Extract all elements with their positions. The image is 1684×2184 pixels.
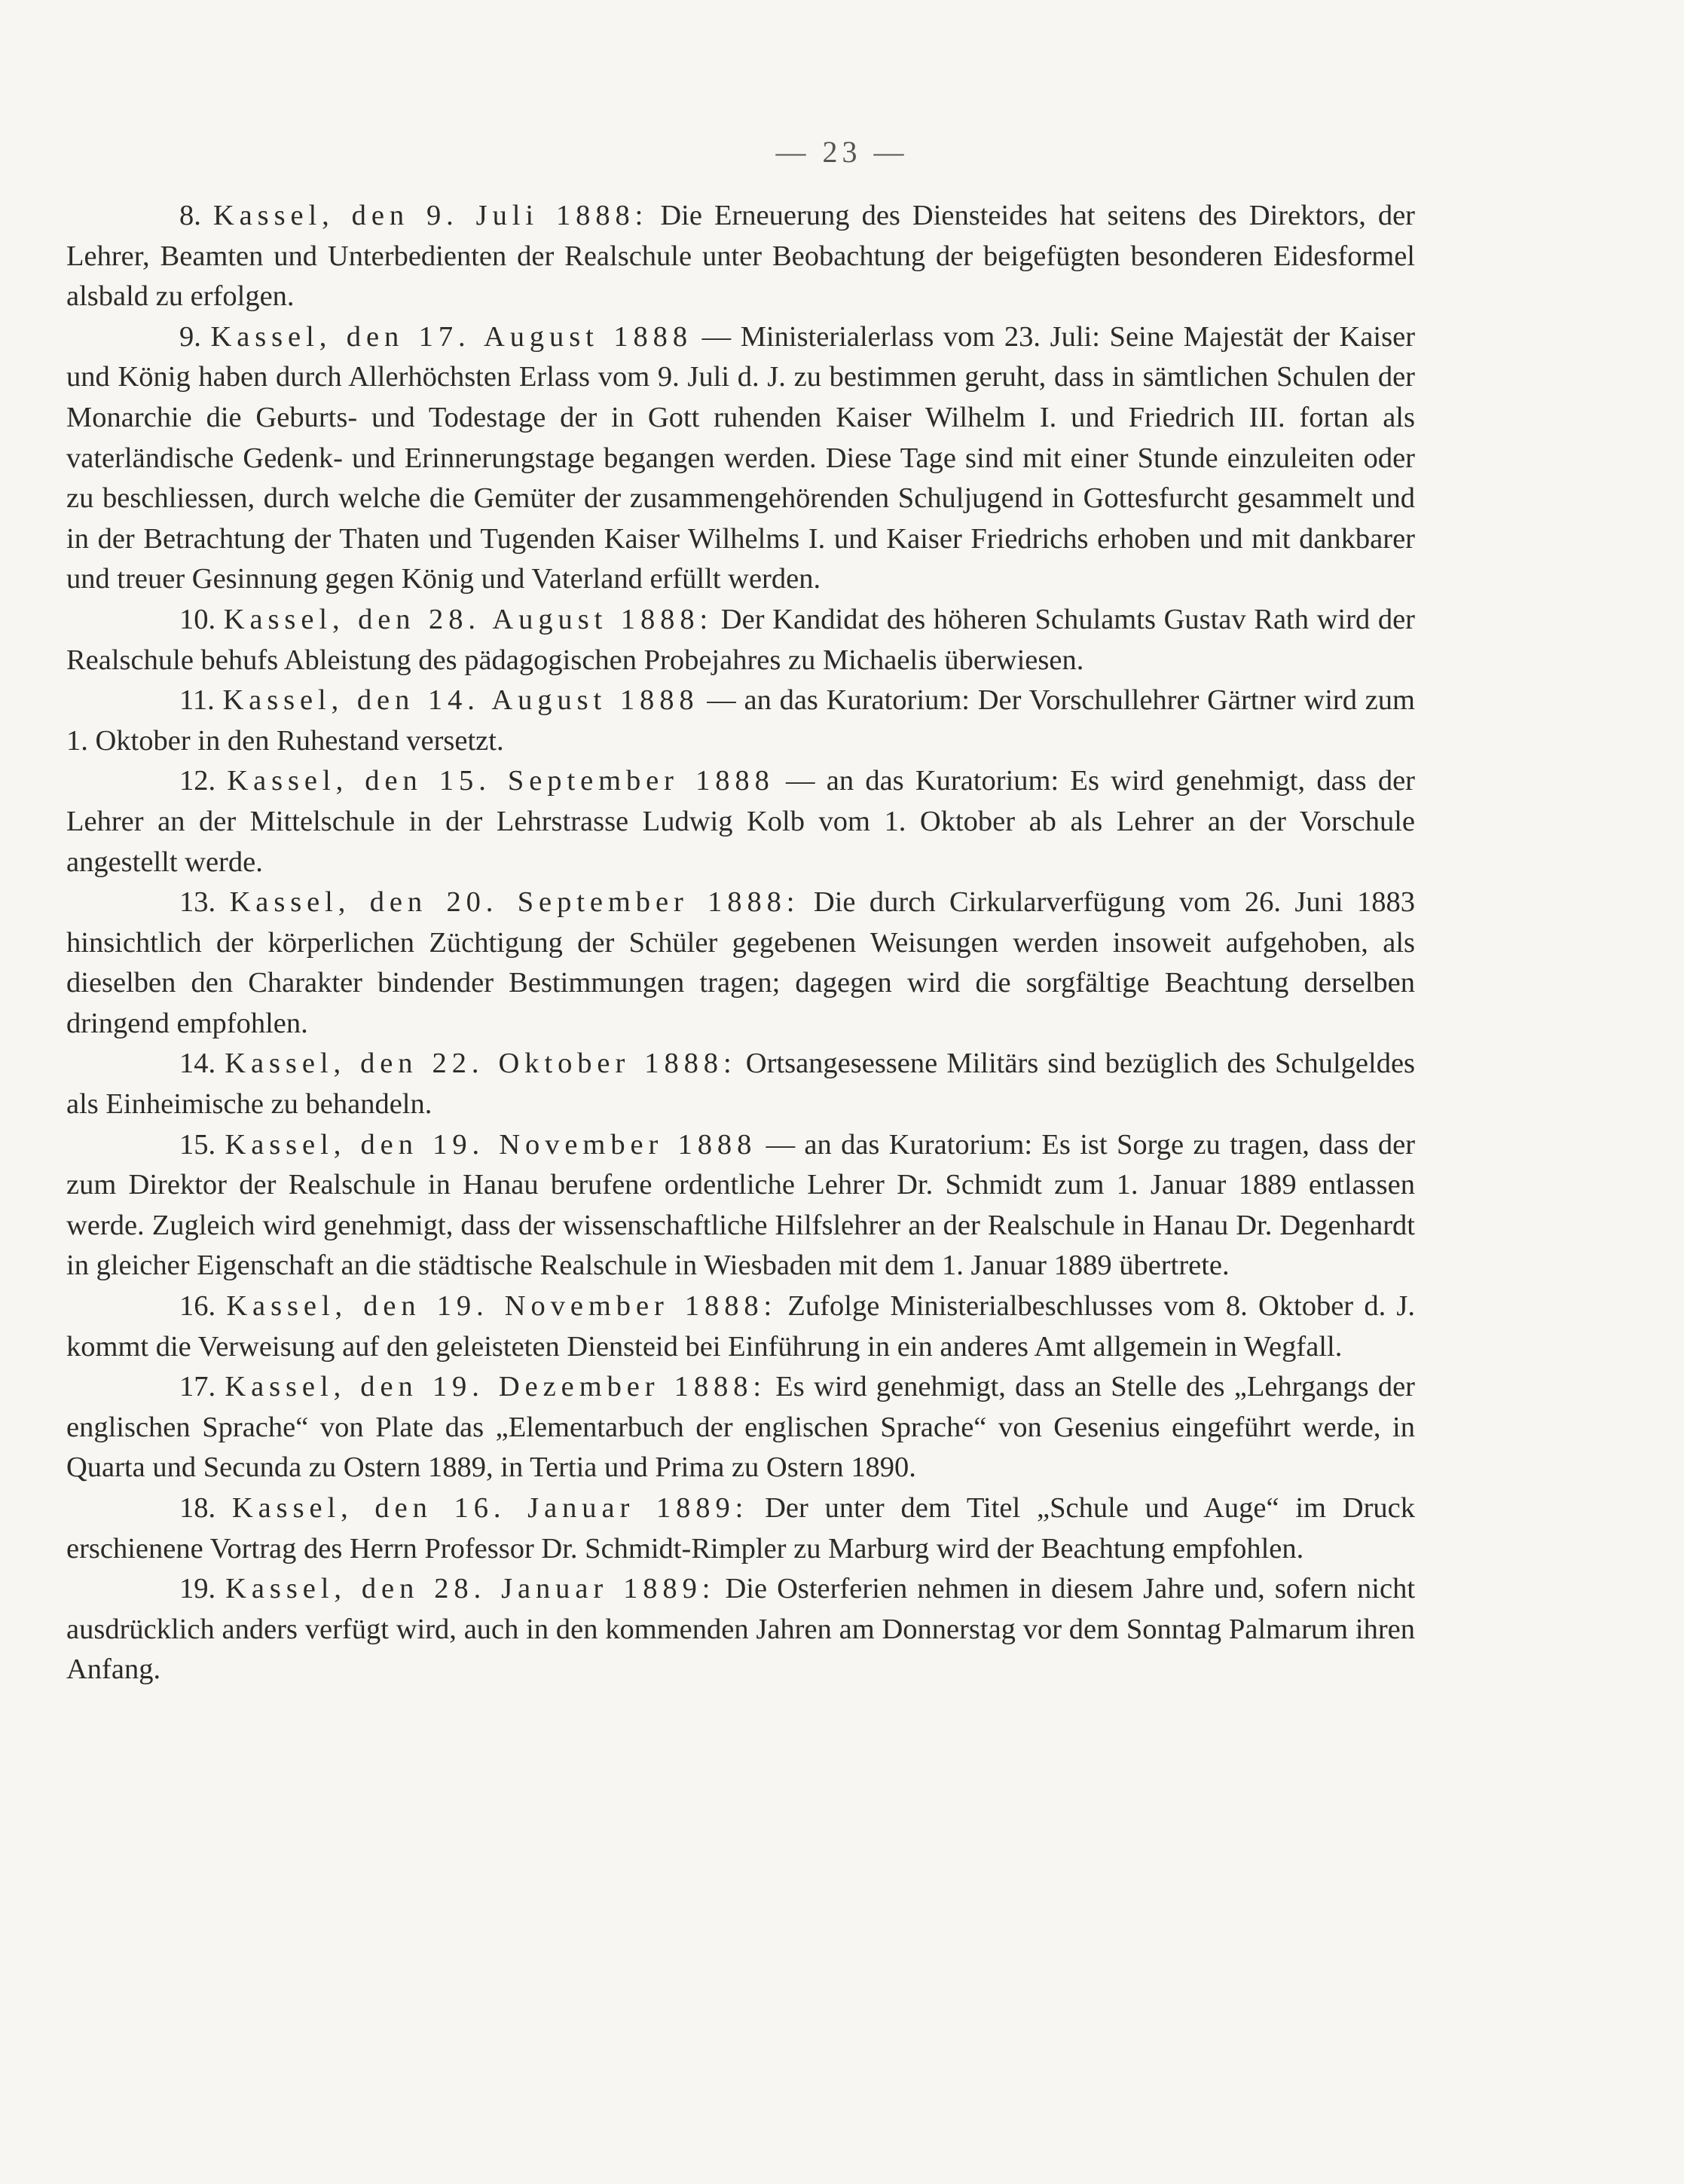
entry-body: Der unter dem Titel „Schule und Auge“ im Druck erschienene Vortrag des Herrn Professor Dr. Schmidt-Rimpler zu Marburg wird der Beachtung empfohlen. — [66, 1492, 1416, 1565]
entry-number: 9. — [179, 320, 201, 353]
decree-entry — [66, 761, 1415, 882]
page-number: — 23 — — [775, 135, 909, 169]
entry-body: — an das Kuratorium: Es ist Sorge zu tragen, dass der zum Direktor der Realschule in Hanau berufene ordentliche Lehrer Dr. Schmidt zum 1. Januar 1889 entlassen werde. Zugleich wird genehmigt, dass der wissenschaftliche Hilfslehrer an der Realschule in Hanau Dr. Degenhardt in gleicher Eigenschaft an die städtische Realschule in Wiesbaden mit dem 1. Januar 1889 übertrete. — [66, 1128, 1416, 1282]
entry-number: 16. — [179, 1290, 216, 1323]
entry-heading: Kassel, den 20. September 1888: — [229, 886, 800, 919]
entry-body: — Ministerialerlass vom 23. Juli: Seine Majestät der Kaiser und König haben durch Allerhöchsten Erlass vom 9. Juli d. J. zu bestimmen geruht, dass in sämtlichen Schulen der Monarchie die Geburts- und Todestage der in Gott ruhenden Kaiser Wilhelm I. und Friedrich III. fortan als vaterländische Gedenk- und Erinnerungstage begangen werden. Diese Tage sind mit einer Stunde einzuleiten oder zu beschliessen, durch welche die Gemüter der zusammengehörenden Schuljugend in Gottesfurcht gesammelt und in der Betrachtung der Thaten und Tugenden Kaiser Wilhelms I. und Kaiser Friedrichs erhoben und mit dankbarer und treuer Gesinnung gegen König und Vaterland erfüllt werden. — [66, 320, 1416, 595]
entry-body: Ortsangesessene Militärs sind bezüglich des Schulgeldes als Einheimische zu behandeln. — [66, 1048, 1416, 1121]
decree-entry — [66, 882, 1415, 1044]
entry-number: 19. — [179, 1573, 216, 1605]
entry-number: 18. — [179, 1492, 216, 1524]
decree-entry — [66, 196, 1415, 317]
entry-heading: Kassel, den 28. August 1888: — [223, 603, 714, 635]
entry-number: 8. — [179, 200, 201, 231]
decree-entry — [66, 317, 1415, 600]
decree-entry — [66, 1044, 1415, 1124]
decree-entry — [66, 681, 1415, 761]
entry-heading: Kassel, den 22. Oktober 1888: — [225, 1048, 737, 1080]
entry-heading: Kassel, den 15. September 1888 — [227, 765, 775, 797]
entry-number: 10. — [179, 603, 216, 635]
entry-heading: Kassel, den 28. Januar 1889: — [225, 1573, 716, 1605]
entry-number: 15. — [179, 1128, 216, 1161]
entry-heading: Kassel, den 19. November 1888 — [225, 1128, 757, 1161]
entry-number: 14. — [179, 1048, 216, 1080]
entry-number: 11. — [179, 684, 215, 717]
decree-list — [66, 196, 1415, 1690]
entry-body: Der Kandidat des höheren Schulamts Gustav Rath wird der Realschule behufs Ableistung des pädagogischen Probejahres zu Michaelis überwiesen. — [66, 603, 1415, 676]
entry-body: Die Osterferien nehmen in diesem Jahre und, sofern nicht ausdrücklich anders verfügt wird, auch in den kommenden Jahren am Donnerstag vor dem Sonntag Palmarum ihren Anfang. — [66, 1573, 1416, 1686]
entry-heading: Kassel, den 14. August 1888 — [222, 684, 699, 717]
decree-entry — [66, 600, 1415, 681]
decree-entry — [66, 1569, 1415, 1690]
entry-heading: Kassel, den 17. August 1888 — [210, 320, 693, 353]
entry-body: Die Erneuerung des Diensteides hat seitens des Direktors, der Lehrer, Beamten und Unterbedienten der Realschule unter Beobachtung der beigefügten besonderen Eidesformel alsbald zu erfolgen. — [66, 200, 1415, 313]
entry-heading: Kassel, den 16. Januar 1889: — [231, 1492, 749, 1524]
entry-body: — an das Kuratorium: Der Vorschullehrer Gärtner wird zum 1. Oktober in den Ruhestand versetzt. — [66, 684, 1415, 757]
entry-number: 12. — [179, 765, 216, 797]
entry-body: Die durch Cirkularverfügung vom 26. Juni 1883 hinsichtlich der körperlichen Züchtigung der Schüler gegebenen Weisungen werden insoweit aufgehoben, als dieselben den Charakter bindender Bestimmungen tragen; dagegen wird die sorgfältige Beachtung derselben dringend empfohlen. — [66, 886, 1416, 1039]
decree-entry — [66, 1125, 1415, 1286]
entry-heading: Kassel, den 19. Dezember 1888: — [225, 1371, 767, 1403]
entry-number: 17. — [179, 1371, 216, 1403]
decree-entry — [66, 1286, 1415, 1367]
entry-body: Zufolge Ministerialbeschlusses vom 8. Oktober d. J. kommt die Verweisung auf den geleisteten Diensteid bei Einführung in ein anderes Amt allgemein in Wegfall. — [66, 1290, 1416, 1363]
entry-number: 13. — [179, 886, 216, 919]
decree-entry — [66, 1367, 1415, 1488]
entry-body: Es wird genehmigt, dass an Stelle des „Lehrgangs der englischen Sprache“ von Plate das „Elementarbuch der englischen Sprache“ von Gesenius eingeführt werde, in Quarta und Secunda zu Ostern 1889, in Tertia und Prima zu Ostern 1890. — [66, 1371, 1416, 1484]
entry-heading: Kassel, den 9. Juli 1888: — [212, 200, 649, 231]
decree-entry — [66, 1488, 1415, 1569]
entry-heading: Kassel, den 19. November 1888: — [226, 1290, 778, 1323]
entry-body: — an das Kuratorium: Es wird genehmigt, dass der Lehrer an der Mittelschule in der Lehrstrasse Ludwig Kolb vom 1. Oktober ab als Lehrer an der Vorschule angestellt werde. — [66, 765, 1416, 878]
